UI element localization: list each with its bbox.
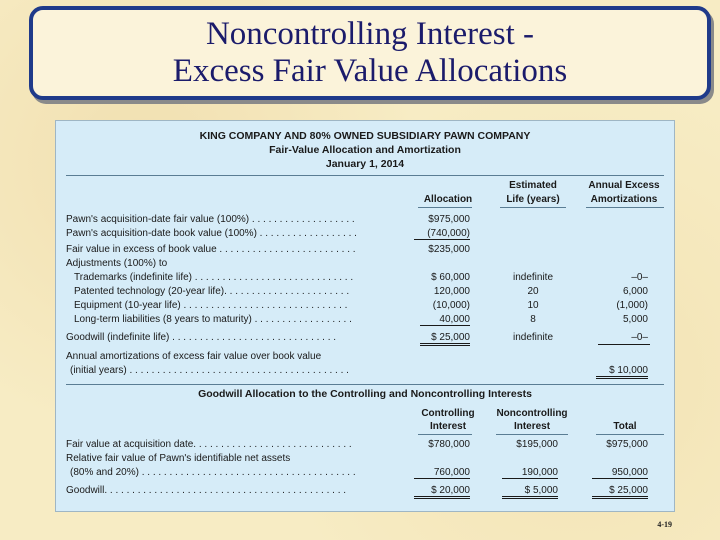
row-allocation: $235,000 (428, 244, 470, 255)
col-nci-header-1: Noncontrolling (496, 408, 568, 419)
row-label: Annual amortizations of excess fair value over book value (66, 351, 322, 362)
col-rule-amort (586, 207, 664, 208)
col-nci-header-2: Interest (513, 421, 551, 432)
col-ci-header-1: Controlling (421, 408, 475, 419)
row-life: 8 (530, 314, 536, 325)
gw-row-label: Relative fair value of Pawn's identifiable net assets (66, 453, 291, 464)
gw-ci-value: $ 20,000 (414, 485, 470, 499)
gw-nci-value: 190,000 (502, 467, 558, 479)
row-allocation: $ 25,000 (420, 332, 470, 346)
col-rule-nci (496, 434, 568, 435)
col-rule-allocation (418, 207, 472, 208)
goodwill-section-heading: Goodwill Allocation to the Controlling and Noncontrolling Interests (198, 388, 532, 400)
slide-title-box (29, 6, 711, 100)
row-allocation: $ 60,000 (431, 272, 470, 283)
header-rule (66, 175, 664, 176)
row-label: Equipment (10-year life) . . . . . . . . . . . . . . . . . . . . . . . . . . . . . . (74, 300, 348, 311)
row-amortization: (1,000) (616, 300, 648, 311)
slide-number: 4-19 (657, 520, 672, 529)
row-allocation: (740,000) (414, 228, 470, 240)
col-amort-header-1: Annual Excess (588, 180, 660, 191)
row-amortization: –0– (631, 332, 648, 343)
row-label: Adjustments (100%) to (66, 258, 168, 269)
row-amortization: 5,000 (622, 314, 648, 325)
table-company-heading: KING COMPANY AND 80% OWNED SUBSIDIARY PAWN COMPANY (199, 130, 531, 142)
row-label: Trademarks (indefinite life) . . . . . . . . . . . . . . . . . . . . . . . . . . . . . (74, 272, 354, 283)
row-life: 20 (527, 286, 539, 297)
amort-sum-rule (598, 344, 650, 345)
row-label: Goodwill (indefinite life) . . . . . . . . . . . . . . . . . . . . . . . . . . . . . . (66, 332, 337, 343)
row-life: indefinite (512, 272, 554, 283)
col-life-header-1: Estimated (509, 180, 557, 191)
gw-ci-value: 760,000 (414, 467, 470, 479)
row-amortization: –0– (631, 272, 648, 283)
col-amort-header-2: Amortizations (590, 194, 658, 205)
allocation-table (55, 120, 675, 512)
slide-title-line-1: Noncontrolling Interest - (205, 16, 535, 52)
row-label: Long-term liabilities (8 years to maturity) . . . . . . . . . . . . . . . . . . (74, 314, 352, 325)
gw-total-value: $ 25,000 (592, 485, 648, 499)
gw-row-label: Fair value at acquisition date. . . . . . . . . . . . . . . . . . . . . . . . . . . . . (66, 439, 352, 450)
row-label: Pawn's acquisition-date book value (100%) . . . . . . . . . . . . . . . . . . (66, 228, 357, 239)
slide-title-line-2: Excess Fair Value Allocations (172, 53, 568, 89)
col-ci-header-2: Interest (429, 421, 467, 432)
col-total-header: Total (613, 421, 637, 432)
col-rule-life (500, 207, 566, 208)
col-rule-ci (418, 434, 472, 435)
row-allocation: $975,000 (428, 214, 470, 225)
gw-total-value: 950,000 (592, 467, 648, 479)
row-label: Pawn's acquisition-date fair value (100%) . . . . . . . . . . . . . . . . . . . (66, 214, 355, 225)
row-life: 10 (527, 300, 539, 311)
gw-total-value: $975,000 (606, 439, 648, 450)
gw-row-label: Goodwill. . . . . . . . . . . . . . . . . . . . . . . . . . . . . . . . . . . . . . . . . . . . (66, 485, 347, 496)
gw-row-label: (80% and 20%) . . . . . . . . . . . . . . . . . . . . . . . . . . . . . . . . . . . . . . . (70, 467, 356, 478)
section-rule (66, 384, 664, 385)
col-allocation-header: Allocation (423, 194, 473, 205)
row-allocation: 40,000 (420, 314, 470, 326)
row-allocation: 120,000 (433, 286, 470, 297)
col-rule-total (596, 434, 664, 435)
row-label: Fair value in excess of book value . . . . . . . . . . . . . . . . . . . . . . . . . (66, 244, 356, 255)
gw-ci-value: $780,000 (428, 439, 470, 450)
table-subtitle: Fair-Value Allocation and Amortization (269, 144, 461, 156)
row-amortization: 6,000 (622, 286, 648, 297)
row-label: (initial years) . . . . . . . . . . . . . . . . . . . . . . . . . . . . . . . . . . . . . . . . (70, 365, 349, 376)
table-date: January 1, 2014 (325, 158, 405, 170)
gw-nci-value: $195,000 (516, 439, 558, 450)
col-life-header-2: Life (years) (506, 194, 560, 205)
total-amortization: $ 10,000 (596, 365, 648, 379)
gw-nci-value: $ 5,000 (502, 485, 558, 499)
row-life: indefinite (512, 332, 554, 343)
row-allocation: (10,000) (432, 300, 470, 311)
row-label: Patented technology (20-year life). . . . . . . . . . . . . . . . . . . . . . . (74, 286, 350, 297)
